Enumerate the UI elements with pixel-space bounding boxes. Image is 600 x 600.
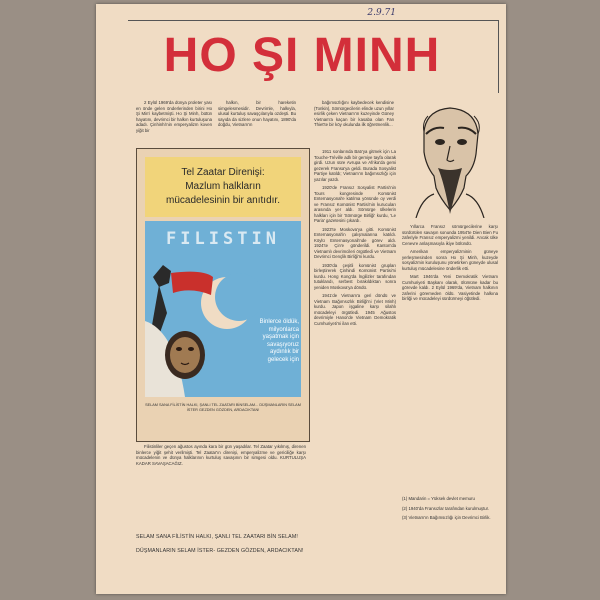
intro-column-1: [136, 100, 212, 136]
poster-title-band: [145, 157, 301, 217]
poster-caption: SELAM SANA FİLİSTİN HALKI, ŞANLI TEL ZAATARI BİNSELAM... DÜŞMANLARIN SELAM İSTER GEZDEN GÖZDEN, ARDACIKTAN!: [145, 403, 301, 412]
footnote: (2) 1940'da Fransızlar tarafından kurulmuştur.: [402, 505, 490, 511]
footnote: (1) Mandarin = Yüksek devlet memuru: [402, 496, 475, 501]
bottom-slogan-line: SELAM SANA FİLİSTİN HALKI, ŞANLI TEL ZAATARI BİN SELAM!: [136, 534, 298, 540]
article-paragraph: Yıllarca Fransız sömürgecilerine karşı sürdürülen savaşın sonunda 1954'te Dien Bien Fu zaferiyle Fransız emperyalizmi yenildi. Ancak ülke Cenevre anlaşmasıyla ikiye bölündü.: [402, 224, 498, 246]
footnote: (3) Vietnam'ın Bağımsızlığı için Devrimci Birlik.: [402, 515, 491, 520]
poster-title-line-3: mücadelesinin bir anıtıdır.: [166, 195, 280, 206]
intro-column-3: [314, 100, 394, 131]
article-paragraph: Amerikan emperyalizminin güneye yerleşmesinden sonra Ho Şi Minh, kuzeyde sosyalizmin kuruluşunu yönetirken güneyde ulusal kurtuluş mücadelesine önderlik etti.: [402, 249, 498, 271]
tel-zaatar-poster: [136, 148, 310, 442]
intro-paragraph-2: halkın, bir hareketin simgelesmesidir. Devrimle, halkıyla, ulusal kurtuluş savaşçılarıyla ozdeşti. Bu sayıda da sizlere onun hayatını, 1890'da doğdu, Vietnam'ın: [218, 100, 296, 127]
poster-article-paragraph: Filistinliler geçen ağustos ayında kara bir gün yaşadılar. Tel Zaatar yıkılmış, direnen binlerce yiğit şehit verilmişti. Tel Zaatar'ın direnişi, emperyalizme ve gericiliğe karşı mücadelenin ve dünya halklarının kurtuluş savaşının bir simgesi oldu. KURTULUŞA KADAR SAVAŞACAĞIZ.: [136, 444, 306, 466]
poster-filistin-word: FILISTIN: [166, 229, 280, 249]
poster-slogan: Binlerce öldük, milyonlarca yaşatmak için savaşıyoruz aydınlık bir gelecek için: [259, 319, 299, 363]
intro-column-2: [218, 100, 296, 131]
poster-title-line-2: Mazlum halkların: [185, 181, 261, 192]
newspaper-page: [96, 4, 506, 594]
bottom-slogans: [136, 534, 308, 562]
poster-artwork: [145, 221, 301, 397]
article-paragraph: 1930'da çeşitli komünist grupları birleştirerek Çinhindi Komünist Partisi'ni kurdu. Hong Kong'da İngilizler tarafından tutuklandı, serbest bırakıldıktan sonra yeniden Moskova'ya döndü.: [314, 262, 396, 290]
ho-chi-minh-portrait: [404, 102, 496, 218]
poster-title-line-1: Tel Zaatar Direnişi:: [181, 167, 265, 178]
article-paragraph: Mart 1946'da Yeni Demokratik Vietnam Cumhuriyeti Başkanı olarak, ölümüne kadar bu görevde kaldı. 2 Eylül 1969'da, Vietnam halkının zaferini göremeden öldü. Vasiyetinde halkına birliği ve mücadeleyi sürdürmeyi öğütledi.: [402, 274, 498, 301]
article-paragraph: 1911 sonlarında Batı'ya gitmek için La Touche-Tréville adlı bir gemiye tayfa olarak girdi. Uzun süre Avrupa ve Afrika'da gemi gezerek Fransa'ya geldi. Burada Sosyalist Partiye katıldı; Vietnam'ın bağımsızlığı için yazılar yazdı.: [314, 149, 396, 182]
article-paragraph: 1920'de Fransız Sosyalist Partisi'nin Tours kongresinde Komünist Enternasyonal'e katılma yönünde oy verdi ve Fransız Komünist Partisi'nin kurucuları arasında yer aldı. Sömürge ülkelerin halkları için bir 'Sömürge Birliği' kurdu, 'Le Paria' gazetesini çıkardı.: [314, 185, 396, 223]
intro-paragraph-1: 2 Eylül 1969'da dünya proleter yası en önde gelen önderlerinden birini Ho Şi Min'i kaybetmişti. Ho Şi Minh, bütün hayatını, devrimci bir halkın kurtuluşuna adadı. Çinhinhi'nin emperyalizm koven yiğit bir: [136, 100, 212, 133]
poster-article: [136, 444, 306, 469]
handwritten-note: 2.9.71: [367, 8, 396, 18]
intro-paragraph-3: bağımsızlığını kaybedecek kendisine (Tonkin), Sömürgecilerin elinde uzun yıllar esirlik çeken Vietnam'ın kuzeyinde Güney Vietnam'a kaçan bir kasaba olan Fan Thiet'te bir köy okulunda ilk öğretmenlik...: [314, 100, 394, 127]
headline: HO ŞI MINH: [163, 29, 441, 82]
article-paragraph: 1941'de Vietnam'a geri döndü ve Vietnam Bağımsızlık Birliği'ni (Viet Minh) kurdu. Japon işgaline karşı silahlı mücadeleyi örgütledi. 1945 Ağustos devrimiyle Hanoi'de Vietnam Demokratik Cumhuriyeti'ni ilan etti.: [314, 293, 396, 326]
article-main-column: [314, 149, 396, 589]
footnotes: [402, 496, 496, 525]
article-right-column: [402, 224, 498, 504]
bottom-slogan-line: DÜŞMANLARIN SELAM İSTER- GEZDEN GÖZDEN, ARDACIKTAN!: [136, 548, 304, 554]
article-paragraph: 1923'te Moskova'ya gitti. Komünist Enternasyonal'in çalışmalarına katıldı. Köylü Enternasyonali'nde görev aldı. 1924'te Çin'e gönderildi. Kanton'da Vietnamlı devrimcileri örgütledi ve Vietnam Devrimci Gençlik Birliği'ni kurdu.: [314, 226, 396, 259]
